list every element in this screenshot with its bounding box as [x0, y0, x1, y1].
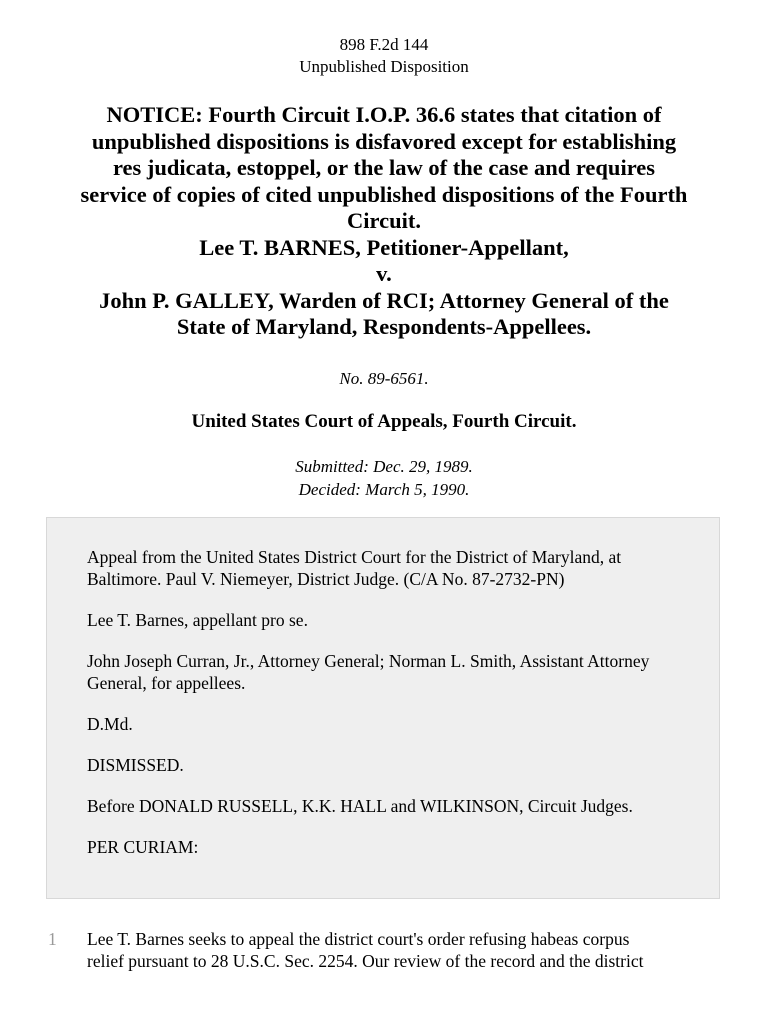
versus-label: v. [376, 261, 392, 286]
notice-line: Circuit. [347, 208, 421, 233]
judges-panel: Before DONALD RUSSELL, K.K. HALL and WILKINSON, Circuit Judges. [87, 796, 633, 816]
appellant-counsel: Lee T. Barnes, appellant pro se. [87, 610, 308, 630]
disposition-result: DISMISSED. [87, 755, 184, 775]
respondents-line: John P. GALLEY, Warden of RCI; Attorney General of the [99, 287, 669, 313]
respondents-line: State of Maryland, Respondents-Appellees. [176, 314, 592, 339]
paragraph-text [87, 928, 727, 972]
decided-date: Decided: March 5, 1990. [298, 480, 470, 499]
petitioner-name: Lee T. BARNES, Petitioner-Appellant, [199, 234, 569, 260]
district-label: D.Md. [87, 714, 133, 734]
notice-line: res judicata, estoppel, or the law of the case and requires [112, 155, 656, 180]
paragraph-line: relief pursuant to 28 U.S.C. Sec. 2254. Our review of the record and the district [87, 951, 644, 971]
docket-number: No. 89-6561. [339, 369, 429, 388]
court-name: United States Court of Appeals, Fourth Circuit. [191, 411, 577, 432]
case-info-panel [46, 517, 720, 899]
disposition-label: Unpublished Disposition [299, 57, 469, 76]
paragraph-number: 1 [48, 929, 57, 949]
decision-dates [0, 455, 768, 501]
appellee-counsel: John Joseph Curran, Jr., Attorney General; Norman L. Smith, Assistant Attorney General, for appellees. [87, 651, 650, 693]
appeal-from-text: Appeal from the United States District Court for the District of Maryland, at Baltimore. Paul V. Niemeyer, District Judge. (C/A No. 87-2732-PN) [87, 547, 622, 589]
case-heading [40, 102, 728, 341]
citation-header [0, 34, 768, 78]
paragraph-line: Lee T. Barnes seeks to appeal the district court's order refusing habeas corpus [87, 929, 630, 949]
notice-line: service of copies of cited unpublished dispositions of the Fourth [80, 181, 688, 207]
notice-line: unpublished dispositions is disfavored except for establishing [91, 128, 677, 154]
submitted-date: Submitted: Dec. 29, 1989. [295, 457, 473, 476]
per-curiam-label: PER CURIAM: [87, 837, 199, 857]
reporter-citation: 898 F.2d 144 [339, 35, 429, 54]
notice-line: NOTICE: Fourth Circuit I.O.P. 36.6 states that citation of [106, 102, 662, 127]
